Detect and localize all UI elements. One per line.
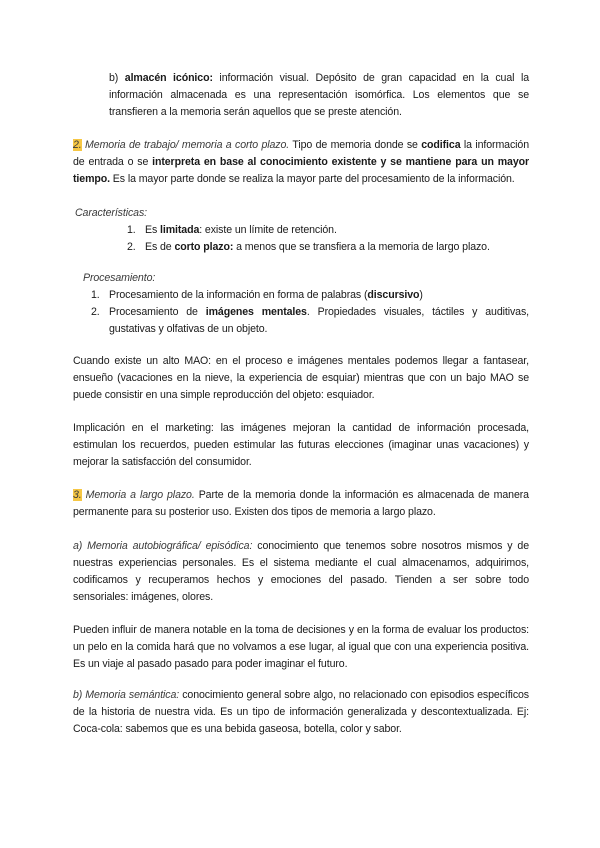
wm-text-1: Tipo de memoria donde se [289, 139, 422, 151]
characteristics-list [127, 222, 527, 256]
wm-bold-2: interpreta en base al conocimiento existente y se mantiene para un mayor tiempo. [73, 156, 530, 185]
processing-list [91, 287, 529, 338]
iconic-memory-paragraph [109, 70, 529, 121]
semantic-title: b) Memoria semántica: [73, 689, 180, 701]
mao-paragraph: Cuando existe un alto MAO: en el proceso e imágenes mentales podemos llegar a fantasear, ensueño (vacaciones en la nieve, la experiencia de esquiar) mientras que con un bajo MAO se puede consistir en una simple reproducción del objeto: esquiador. [73, 355, 529, 401]
ltm-text: Parte de la memoria donde la información es almacenada de manera permanente para su posterior uso. Existen dos tipos de memoria a largo plazo. [73, 489, 529, 518]
list-item: 2. Procesamiento de imágenes mentales. Propiedades visuales, táctiles y auditivas, gustativas y olfativas de un objeto. [91, 306, 530, 335]
autobiographical-title: a) Memoria autobiográfica/ episódica: [73, 540, 253, 552]
section-number-3: 3. [73, 489, 82, 501]
item-label: b) [109, 72, 119, 84]
term-iconic-store: almacén icónico: [124, 72, 213, 84]
characteristics-heading: Características: [75, 207, 147, 219]
list-item: 2. Es de corto plazo: a menos que se transfiera a la memoria de largo plazo. [127, 241, 490, 253]
section-title-3: Memoria a largo plazo. [81, 489, 195, 501]
semantic-text: conocimiento general sobre algo, no relacionado con episodios específicos de la historia de nuestra vida. Es un tipo de información generalizada y descontextualizada. Ej: Coca-cola: sabemos que es una bebida gaseosa, botella, color y sabor. [73, 689, 529, 735]
iconic-text: información visual. Depósito de gran capacidad en la cual la información almacenada es una representación isomórfica. Los elementos que se transfieren a la memoria serán aquellos que se preste atención. [109, 72, 529, 118]
autobiographical-memory-paragraph [73, 538, 529, 606]
marketing-paragraph: Implicación en el marketing: las imágenes mejoran la cantidad de información procesada, estimulan los recuerdos, pueden estimular las futuras elecciones (imaginar unas vacaciones) y mejorar la satisfacción del consumidor. [73, 422, 529, 468]
wm-text-2: la información de entrada o se [73, 139, 530, 168]
list-item: 1. Es limitada: existe un límite de retención. [127, 224, 337, 236]
section-title-2: Memoria de trabajo/ memoria a corto plazo. [81, 139, 290, 151]
semantic-memory-paragraph [73, 687, 529, 738]
working-memory-paragraph [73, 137, 529, 188]
influence-paragraph: Pueden influir de manera notable en la toma de decisiones y en la forma de evaluar los productos: un pelo en la comida hará que no volvamos a ese lugar, al igual que con una experiencia positiva. Es un viaje al pasado pasado para poder imaginar el futuro. [73, 624, 529, 670]
wm-text-3: Es la mayor parte donde se realiza la mayor parte del procesamiento de la información. [109, 173, 515, 185]
processing-heading: Procesamiento: [83, 272, 156, 284]
wm-bold-1: codifica [421, 139, 461, 151]
list-item: 1. Procesamiento de la información en forma de palabras (discursivo) [91, 289, 423, 301]
autobiographical-text: conocimiento que tenemos sobre nosotros mismos y de nuestras experiencias personales. Es el sistema mediante el cual almacenamos, adquirimos, codificamos y recuperamos hechos y emociones del pasado. Tienden a ser sobre todo sensoriales: imágenes, olores. [73, 540, 529, 603]
long-term-memory-paragraph [73, 487, 529, 521]
section-number-2: 2. [73, 139, 82, 151]
